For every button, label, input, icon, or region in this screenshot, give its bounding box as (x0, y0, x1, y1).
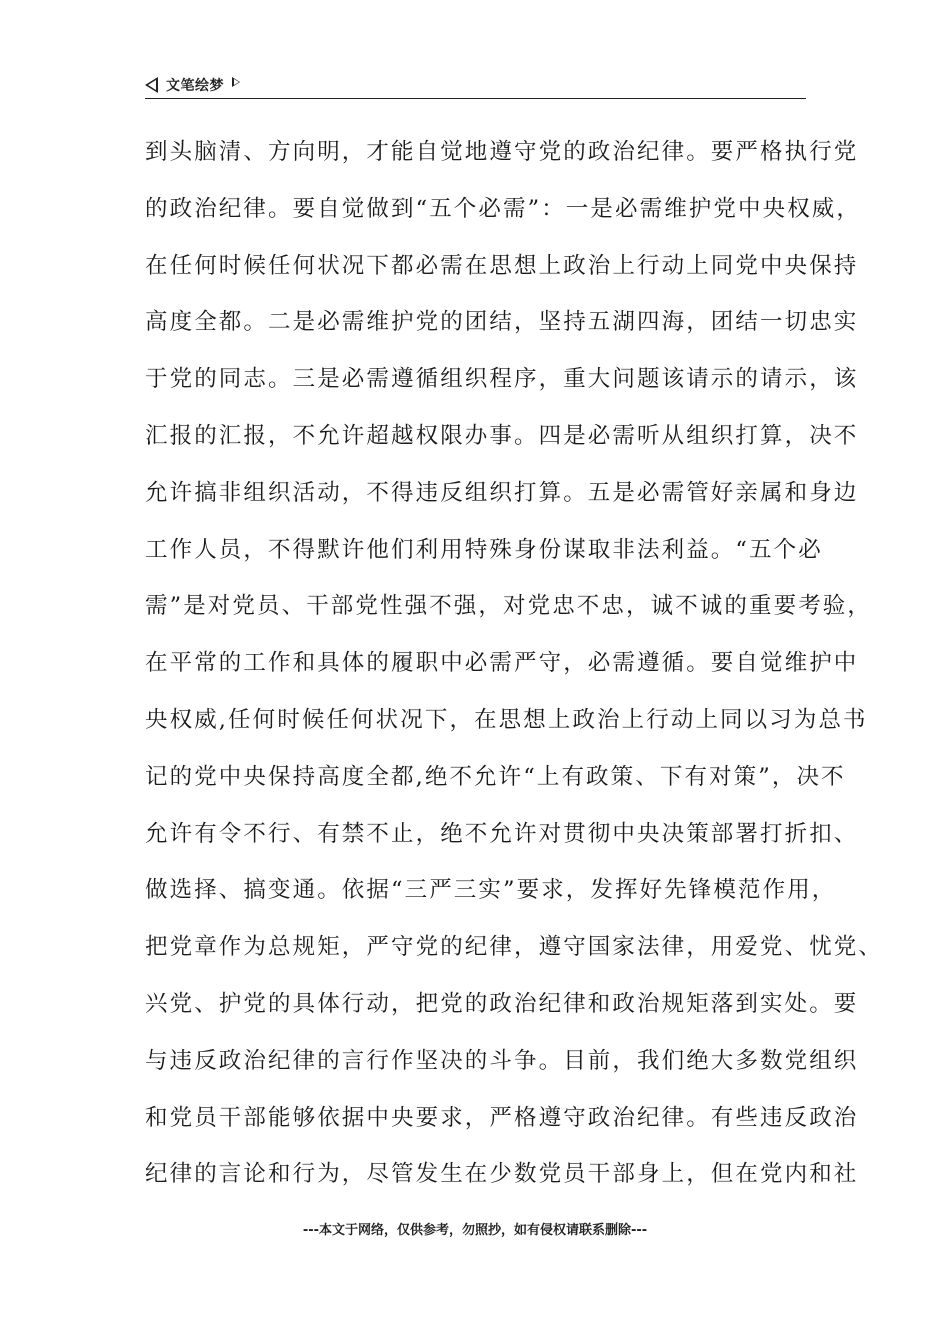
body-line: 与违反政治纪律的言行作坚决的斗争。目前，我们绝大多数党组织 (145, 1047, 859, 1074)
body-line: 纪律的言论和行为，尽管发生在少数党员干部身上，但在党内和社 (145, 1161, 859, 1188)
page-footer: ---本文于网络，仅供参考，勿照抄，如有侵权请联系删除--- (302, 1223, 648, 1238)
triangle-right-icon (232, 77, 240, 87)
body-line: 汇报的汇报，不允许超越权限办事。四是必需听从组织打算，决不 (145, 422, 859, 449)
body-line: 的政治纪律。要自觉做到“五个必需”：一是必需维护党中央权威， (145, 195, 862, 222)
body-line: 允许搞非组织活动，不得违反组织打算。五是必需管好亲属和身边 (145, 479, 859, 506)
document-body (145, 128, 884, 1207)
body-line: 工作人员，不得默许他们利用特殊身份谋取非法利益。“五个必 (145, 536, 823, 563)
triangle-left-icon (145, 77, 158, 93)
body-line: 允许有令不行、有禁不止，绝不允许对贯彻中央决策部署打折扣、 (145, 820, 859, 847)
body-line: 和党员干部能够依据中央要求，严格遵守政治纪律。有些违反政治 (145, 1104, 859, 1131)
body-line: 把党章作为总规矩，严守党的纪律，遵守国家法律，用爱党、忧党、 (145, 934, 884, 961)
body-line: 做选择、搞变通。依据“三严三实”要求，发挥好先锋模范作用， (145, 877, 837, 904)
body-line: 央权威,任何时候任何状况下，在思想上政治上行动上同以习为总书 (145, 706, 868, 733)
body-line: 兴党、护党的具体行动，把党的政治纪律和政治规矩落到实处。要 (145, 990, 859, 1017)
body-line: 于党的同志。三是必需遵循组织程序，重大问题该请示的请示，该 (145, 366, 859, 393)
body-line: 在平常的工作和具体的履职中必需严守，必需遵循。要自觉维护中 (145, 650, 859, 677)
body-line: 高度全都。二是必需维护党的团结，坚持五湖四海，团结一切忠实 (145, 309, 859, 336)
body-line: 在任何时候任何状况下都必需在思想上政治上行动上同党中央保持 (145, 252, 859, 279)
page-header (145, 72, 806, 99)
body-line: 需”是对党员、干部党性强不强，对党忠不忠，诚不诚的重要考验， (145, 593, 873, 620)
body-line: 到头脑清、方向明，才能自觉地遵守党的政治纪律。要严格执行党 (145, 139, 859, 165)
brand-name: 文笔绘梦 (166, 78, 224, 94)
body-line: 记的党中央保持高度全都,绝不允许“上有政策、下有对策”，决不 (145, 763, 846, 790)
